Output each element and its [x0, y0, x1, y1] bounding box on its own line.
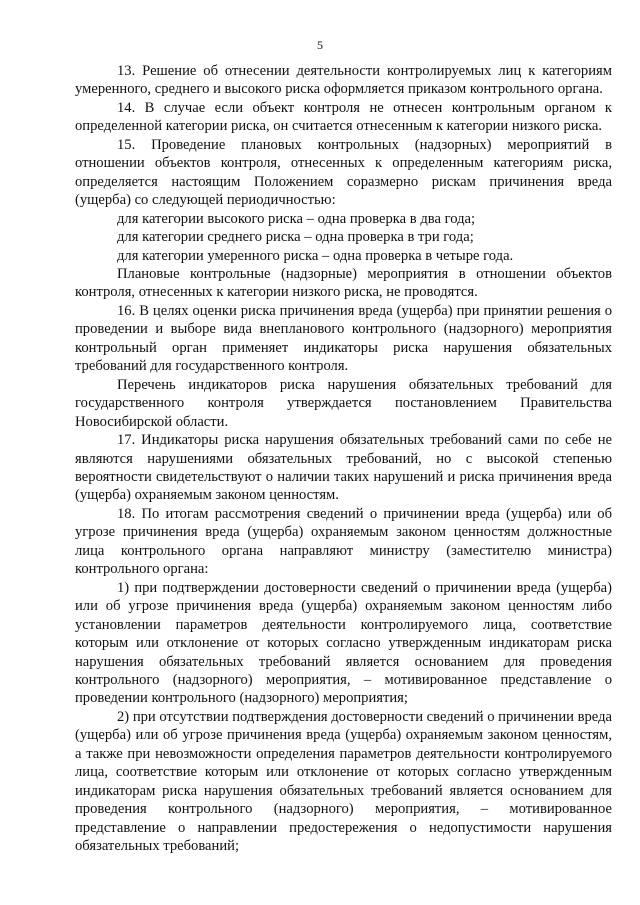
risk-moderate-periodicity: для категории умеренного риска – одна проверка в четыре года.: [117, 247, 514, 264]
paragraph-low-risk: Плановые контрольные (надзорные) мероприятия в отношении объектов контроля, отнесенных к категории низкого риска, не проводятся.: [75, 265, 612, 301]
paragraph-16: 16. В целях оценки риска причинения вреда (ущерба) при принятии решения о проведении и выборе вида внепланового контрольного (надзорного) мероприятия контрольный орган применяет индикаторы риска нарушения обязательных требований для государственного контроля.: [75, 302, 612, 375]
document-body: [75, 62, 612, 855]
paragraph-18-item-2: 2) при отсутствии подтверждения достоверности сведений о причинении вреда (ущерба) или об угрозе причинения вреда (ущерба) охраняемым законом ценностям, а также при невозможности определения параметров деятельности контролируемого лица, соответствие которым или отклонение от которых согласно утвержденным индикаторам риска нарушения обязательных требований является основанием для проведения контрольного (надзорного) мероприятия, – мотивированное представление о направлении предостережения о недопустимости нарушения обязательных требований;: [75, 708, 612, 855]
paragraph-indicators-list: Перечень индикаторов риска нарушения обязательных требований для государственного контроля утверждается постановлением Правительства Новосибирской области.: [75, 376, 612, 430]
risk-high-periodicity: для категории высокого риска – одна проверка в два года;: [117, 210, 476, 227]
page-number: 5: [317, 38, 323, 52]
risk-medium-periodicity: для категории среднего риска – одна проверка в три года;: [117, 229, 474, 246]
paragraph-18: 18. По итогам рассмотрения сведений о причинении вреда (ущерба) или об угрозе причинения вреда (ущерба) охраняемым законом ценностям должностные лица контрольного органа направляют министру (заместителю министра) контрольного органа:: [75, 505, 612, 578]
paragraph-18-item-1: 1) при подтверждении достоверности сведений о причинении вреда (ущерба) или об угрозе причинения вреда (ущерба) охраняемым законом ценностям либо установлении параметров деятельности контролируемого лица, соответствие которым или отклонение от которых согласно утвержденным индикаторам риска нарушения обязательных требований является основанием для проведения контрольного (надзорного) мероприятия, – мотивированное представление о проведении контрольного (надзорного) мероприятия;: [75, 579, 612, 707]
paragraph-17: 17. Индикаторы риска нарушения обязательных требований сами по себе не являются нарушениями обязательных требований, но с высокой степенью вероятности свидетельствуют о наличии таких нарушений и риска причинения вреда (ущерба) охраняемым законом ценностям.: [75, 432, 612, 504]
paragraph-15: 15. Проведение плановых контрольных (надзорных) мероприятий в отношении объектов контроля, отнесенных к определенным категориям риска, определяется настоящим Положением соразмерно рискам причинения вреда (ущерба) со следующей периодичностью:: [75, 136, 612, 209]
paragraph-14: 14. В случае если объект контроля не отнесен контрольным органом к определенной категории риска, он считается отнесенным к категории низкого риска.: [75, 99, 612, 135]
paragraph-13: 13. Решение об отнесении деятельности контролируемых лиц к категориям умеренного, среднего и высокого риска оформляется приказом контрольного органа.: [75, 63, 612, 98]
